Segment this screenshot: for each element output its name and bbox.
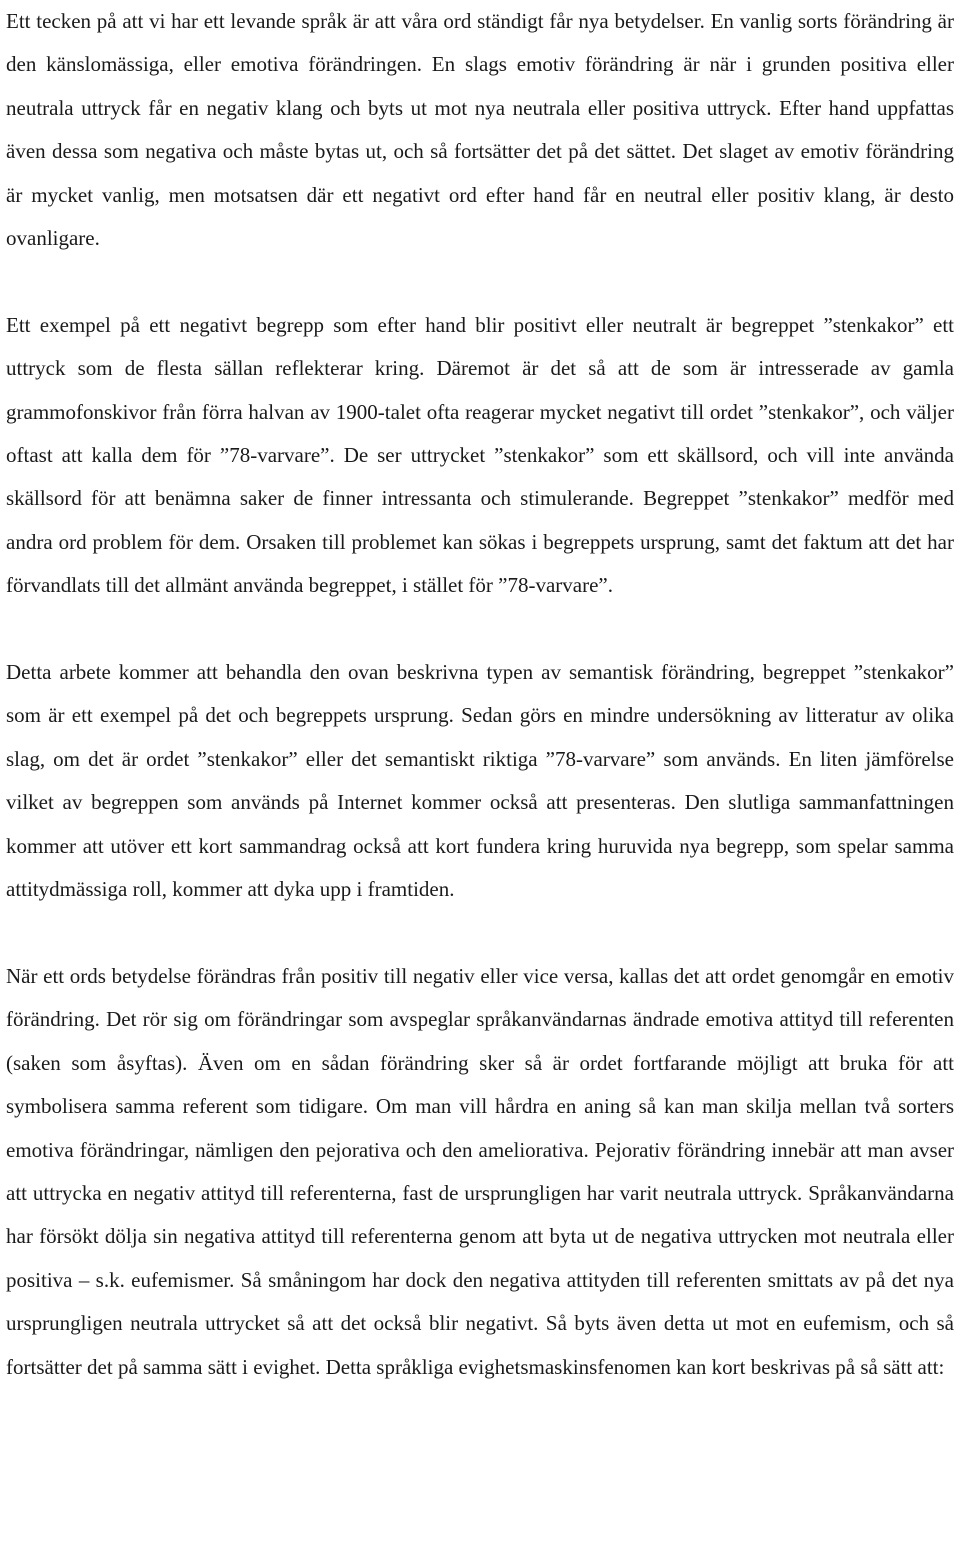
sentence: Det slaget av emotiv förändring är mycket vanlig, men motsatsen där ett negativt ord efter hand får en neutral eller positiv klang, är desto ovanligare. bbox=[6, 139, 954, 251]
sentence: Så byts även detta ut mot en eufemism, och så fortsätter det på samma sätt i evighet. bbox=[6, 1311, 955, 1379]
sentence: Det rör sig om förändringar som avspeglar språkanvändarnas ändrade emotiva attityd till referenten (saken som åsyftas). bbox=[6, 1007, 955, 1075]
paragraph-4 bbox=[6, 955, 954, 1389]
sentence: En vanlig sorts förändring är den känslomässiga, eller emotiva förändringen. bbox=[6, 9, 954, 77]
sentence: Orsaken till problemet kan sökas i begreppets ursprung, samt det faktum att det har förvandlats till det allmänt använda begreppet, i stället för ”78-varvare”. bbox=[6, 529, 954, 598]
sentence: De ser uttrycket ”stenkakor” som ett skällsord, och vill inte använda skällsord för att benämna saker de finner intressanta och stimulerande. bbox=[6, 443, 955, 511]
paragraph-2 bbox=[6, 304, 954, 608]
sentence: Pejorativ förändring innebär att man avser att uttrycka en negativ attityd till referenterna, fast de ursprungligen har varit neutrala uttryck. bbox=[6, 1137, 955, 1205]
document-page bbox=[6, 0, 954, 1389]
paragraph-3 bbox=[6, 651, 954, 911]
sentence: Ett exempel på ett negativt begrepp som efter hand blir positivt eller neutralt är begreppet ”stenkakor” ett uttryck som de flesta sällan reflekterar kring. bbox=[6, 312, 954, 381]
sentence: Språkanvändarna har försökt dölja sin negativa attityd till referenterna genom att byta ut de negativa uttrycken mot neutrala eller positiva – s.k. eufemismer. bbox=[6, 1180, 954, 1292]
sentence: Däremot är det så att de som är intresserade av gamla grammofonskivor från förra halvan av 1900-talet ofta reagerar mycket negativt till ordet ”stenkakor”, och väljer oftast att kalla dem för ”78-varvare”. bbox=[6, 356, 954, 468]
sentence: Detta arbete kommer att behandla den ovan beskrivna typen av semantisk förändring, begreppet ”stenkakor” som är ett exempel på det och begreppets ursprung. bbox=[6, 660, 954, 728]
sentence: Sedan görs en mindre undersökning av litteratur av olika slag, om det är ordet ”stenkakor” eller det semantiskt riktiga ”78-varvare” som används. bbox=[6, 703, 955, 771]
sentence: Om man vill hårdra en aning så kan man skilja mellan två sorters emotiva förändringar, nämligen den pejorativa och den ameliorativa. bbox=[6, 1094, 954, 1162]
sentence: Även om en sådan förändring sker så är ordet fortfarande möjligt att bruka för att symbolisera samma referent som tidigare. bbox=[6, 1050, 955, 1119]
sentence: En liten jämförelse vilket av begreppen som används på Internet kommer också att presenteras. bbox=[6, 746, 954, 815]
sentence: Den slutliga sammanfattningen kommer att utöver ett kort sammandrag också att kort fundera kring huruvida nya begrepp, som spelar samma attitydmässiga roll, kommer att dyka upp i framtiden. bbox=[6, 790, 954, 902]
sentence: Så småningom har dock den negativa attityden till referenten smittats av på det nya ursprungligen neutrala uttrycket så att det också blir negativt. bbox=[6, 1267, 955, 1336]
sentence: En slags emotiv förändring är när i grunden positiva eller neutrala uttryck får en negativ klang och byts ut mot nya neutrala eller positiva uttryck. bbox=[6, 52, 954, 120]
paragraph-1 bbox=[6, 0, 954, 260]
sentence: Detta språkliga evighetsmaskinsfenomen kan kort beskrivas på så sätt att: bbox=[325, 1354, 945, 1379]
sentence: Begreppet ”stenkakor” medför med andra ord problem för dem. bbox=[6, 486, 954, 554]
sentence: Efter hand uppfattas även dessa som negativa och måste bytas ut, och så fortsätter det på det sättet. bbox=[6, 95, 955, 164]
sentence: Ett tecken på att vi har ett levande språk är att våra ord ständigt får nya betydelser. bbox=[6, 9, 705, 33]
sentence: När ett ords betydelse förändras från positiv till negativ eller vice versa, kallas det att ordet genomgår en emotiv förändring. bbox=[6, 963, 954, 1032]
